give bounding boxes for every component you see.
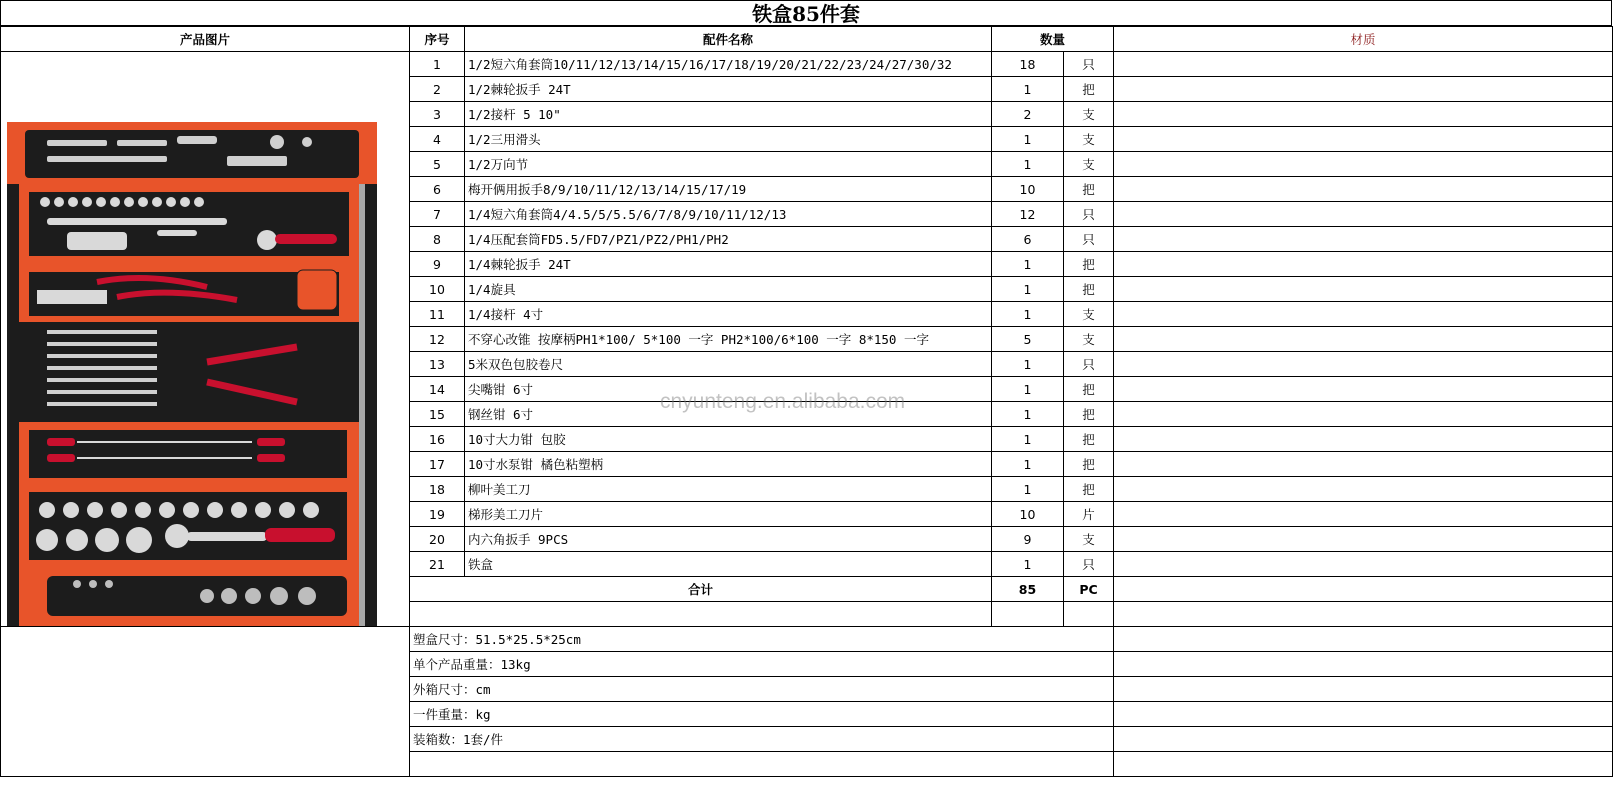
item-material: [1114, 477, 1613, 502]
item-name: 10寸水泵钳 橘色粘塑柄: [465, 452, 992, 477]
header-material: 材质: [1114, 27, 1613, 52]
item-qty: 1: [992, 277, 1064, 302]
item-name: 梅开俩用扳手8/9/10/11/12/13/14/15/17/19: [465, 177, 992, 202]
header-row: [1, 27, 1613, 52]
header-name: 配件名称: [465, 27, 992, 52]
item-number: 1: [410, 52, 465, 77]
item-material: [1114, 152, 1613, 177]
item-unit: 支: [1064, 302, 1114, 327]
end-cell: [1114, 752, 1613, 777]
item-unit: 把: [1064, 402, 1114, 427]
total-label: 合计: [410, 577, 992, 602]
item-name: 1/2三用滑头: [465, 127, 992, 152]
item-number: 18: [410, 477, 465, 502]
item-unit: 只: [1064, 52, 1114, 77]
item-name: 1/4旋具: [465, 277, 992, 302]
item-number: 21: [410, 552, 465, 577]
item-qty: 9: [992, 527, 1064, 552]
spec-text: 一件重量：kg: [410, 702, 1114, 727]
watermark-text: cnyunteng.en.alibaba.com: [660, 390, 906, 413]
item-unit: 把: [1064, 477, 1114, 502]
item-qty: 10: [992, 177, 1064, 202]
item-qty: 1: [992, 377, 1064, 402]
item-material: [1114, 102, 1613, 127]
total-unit: PC: [1064, 577, 1114, 602]
item-number: 13: [410, 352, 465, 377]
item-unit: 支: [1064, 102, 1114, 127]
total-material: [1114, 577, 1613, 602]
item-qty: 1: [992, 477, 1064, 502]
item-unit: 把: [1064, 252, 1114, 277]
item-name: 柳叶美工刀: [465, 477, 992, 502]
item-number: 4: [410, 127, 465, 152]
item-unit: 只: [1064, 202, 1114, 227]
item-qty: 2: [992, 102, 1064, 127]
item-name: 梯形美工刀片: [465, 502, 992, 527]
item-name: 铁盒: [465, 552, 992, 577]
item-name: 5米双色包胶卷尺: [465, 352, 992, 377]
blank-cell: [1064, 602, 1114, 627]
item-unit: 把: [1064, 427, 1114, 452]
item-qty: 1: [992, 302, 1064, 327]
item-name: 1/4接杆 4寸: [465, 302, 992, 327]
item-number: 19: [410, 502, 465, 527]
blank-cell: [992, 602, 1064, 627]
item-material: [1114, 277, 1613, 302]
item-qty: 1: [992, 152, 1064, 177]
item-unit: 片: [1064, 502, 1114, 527]
item-qty: 5: [992, 327, 1064, 352]
item-unit: 支: [1064, 527, 1114, 552]
item-qty: 12: [992, 202, 1064, 227]
item-number: 10: [410, 277, 465, 302]
item-number: 8: [410, 227, 465, 252]
item-unit: 把: [1064, 177, 1114, 202]
item-unit: 把: [1064, 77, 1114, 102]
item-material: [1114, 77, 1613, 102]
item-qty: 6: [992, 227, 1064, 252]
item-material: [1114, 227, 1613, 252]
item-material: [1114, 52, 1613, 77]
header-image: 产品图片: [1, 27, 410, 52]
item-material: [1114, 202, 1613, 227]
item-name: 1/2接杆 5 10": [465, 102, 992, 127]
item-qty: 1: [992, 402, 1064, 427]
item-unit: 支: [1064, 127, 1114, 152]
item-qty: 1: [992, 77, 1064, 102]
item-name: 不穿心改锥 按摩柄PH1*100/ 5*100 一字 PH2*100/6*100 一字 8*150 一字: [465, 327, 992, 352]
item-material: [1114, 427, 1613, 452]
item-number: 6: [410, 177, 465, 202]
item-qty: 18: [992, 52, 1064, 77]
blank-cell: [1114, 602, 1613, 627]
spec-text: 单个产品重量：13kg: [410, 652, 1114, 677]
spec-text: 装箱数：1套/件: [410, 727, 1114, 752]
item-name: 1/2短六角套筒10/11/12/13/14/15/16/17/18/19/20/21/22/23/24/27/30/32: [465, 52, 992, 77]
header-qty: 数量: [992, 27, 1114, 52]
item-material: [1114, 552, 1613, 577]
item-qty: 1: [992, 127, 1064, 152]
spec-material: [1114, 677, 1613, 702]
spec-text: 塑盒尺寸：51.5*25.5*25cm: [410, 627, 1114, 652]
header-seq: 序号: [410, 27, 465, 52]
spec-material: [1114, 652, 1613, 677]
item-unit: 把: [1064, 377, 1114, 402]
product-image-cell: [1, 52, 410, 627]
item-name: 尖嘴钳 6寸: [465, 377, 992, 402]
item-qty: 1: [992, 427, 1064, 452]
spec-row: [1, 627, 1613, 652]
item-unit: 只: [1064, 227, 1114, 252]
total-qty: 85: [992, 577, 1064, 602]
item-name: 1/4棘轮扳手 24T: [465, 252, 992, 277]
item-name: 1/2棘轮扳手 24T: [465, 77, 992, 102]
blank-cell: [410, 602, 992, 627]
item-number: 16: [410, 427, 465, 452]
item-number: 14: [410, 377, 465, 402]
item-number: 9: [410, 252, 465, 277]
item-number: 3: [410, 102, 465, 127]
item-number: 2: [410, 77, 465, 102]
item-material: [1114, 502, 1613, 527]
item-qty: 1: [992, 452, 1064, 477]
item-name: 内六角扳手 9PCS: [465, 527, 992, 552]
item-material: [1114, 527, 1613, 552]
spec-material: [1114, 702, 1613, 727]
item-unit: 只: [1064, 352, 1114, 377]
spec-text: 外箱尺寸：cm: [410, 677, 1114, 702]
table-row: [1, 52, 1613, 77]
item-qty: 1: [992, 252, 1064, 277]
item-number: 5: [410, 152, 465, 177]
spec-material: [1114, 727, 1613, 752]
item-unit: 把: [1064, 277, 1114, 302]
item-unit: 把: [1064, 452, 1114, 477]
item-number: 15: [410, 402, 465, 427]
item-material: [1114, 302, 1613, 327]
item-material: [1114, 252, 1613, 277]
product-photo: [7, 122, 377, 627]
item-name: 1/4短六角套筒4/4.5/5/5.5/6/7/8/9/10/11/12/13: [465, 202, 992, 227]
item-number: 20: [410, 527, 465, 552]
item-qty: 10: [992, 502, 1064, 527]
item-material: [1114, 177, 1613, 202]
item-material: [1114, 377, 1613, 402]
item-material: [1114, 327, 1613, 352]
item-unit: 只: [1064, 552, 1114, 577]
end-cell: [410, 752, 1114, 777]
item-name: 钢丝钳 6寸: [465, 402, 992, 427]
item-unit: 支: [1064, 152, 1114, 177]
item-unit: 支: [1064, 327, 1114, 352]
item-number: 11: [410, 302, 465, 327]
item-material: [1114, 402, 1613, 427]
sheet-title: 铁盒85件套: [0, 0, 1612, 26]
item-name: 10寸大力钳 包胶: [465, 427, 992, 452]
image-blank-cell: [1, 627, 410, 777]
item-number: 12: [410, 327, 465, 352]
item-material: [1114, 352, 1613, 377]
item-number: 17: [410, 452, 465, 477]
toolbox-photo: [7, 122, 377, 627]
item-material: [1114, 127, 1613, 152]
spec-material: [1114, 627, 1613, 652]
item-name: 1/2万向节: [465, 152, 992, 177]
item-qty: 1: [992, 352, 1064, 377]
item-name: 1/4压配套筒FD5.5/FD7/PZ1/PZ2/PH1/PH2: [465, 227, 992, 252]
item-qty: 1: [992, 552, 1064, 577]
item-material: [1114, 452, 1613, 477]
item-number: 7: [410, 202, 465, 227]
